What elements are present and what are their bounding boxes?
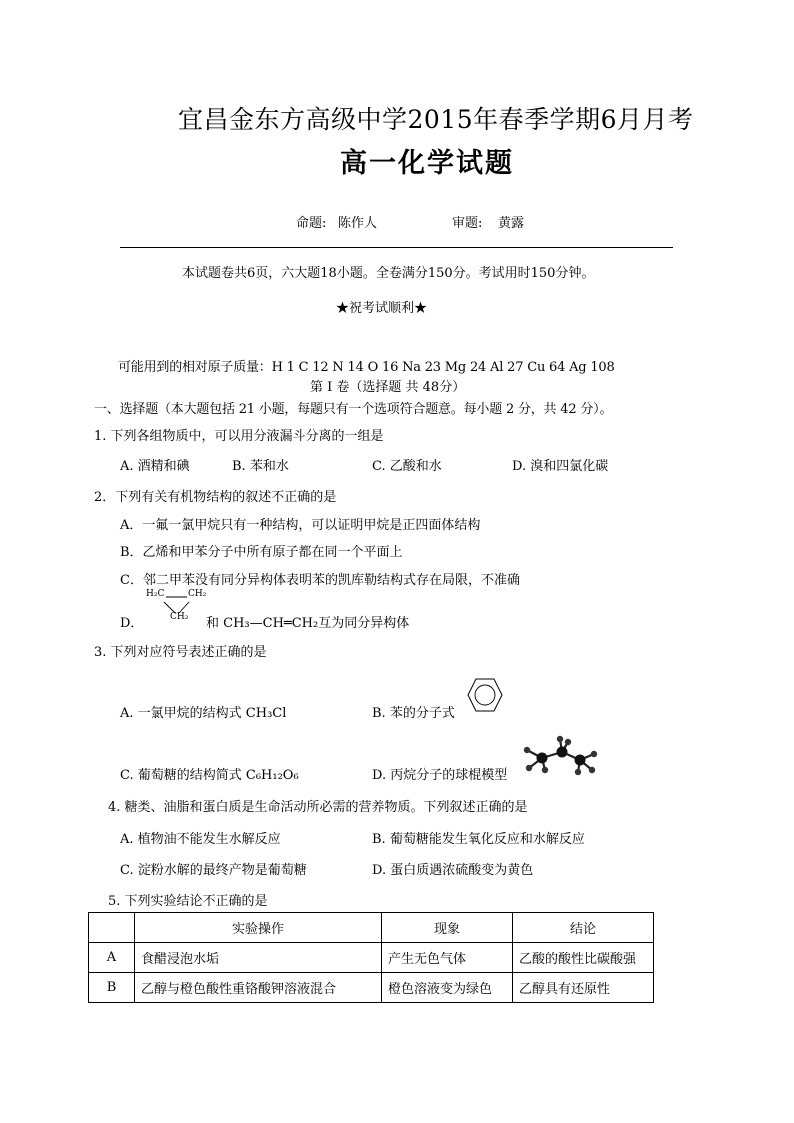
- author-label: 命题:: [296, 216, 327, 231]
- question-5-stem: 5. 下列实验结论不正确的是: [108, 894, 268, 909]
- table-header-cell: 现象: [382, 913, 513, 943]
- part-title: 第 I 卷（选择题 共 48分）: [310, 380, 466, 395]
- reviewer-name: 黄露: [498, 216, 525, 231]
- question-1-option-c: C. 乙酸和水: [372, 459, 442, 474]
- question-2-option-c: C．邻二甲苯没有同分异构体表明苯的凯库勒结构式存在局限，不准确: [120, 573, 520, 588]
- question-1-option-b: B. 苯和水: [232, 459, 289, 474]
- school-title: 宜昌金东方高级中学2015年春季学期6月月考: [178, 105, 694, 134]
- ring-label-ch2-right: CH₂: [188, 589, 207, 599]
- question-1-option-d: D. 溴和四氯化碳: [512, 459, 609, 474]
- table-row: [89, 943, 654, 973]
- question-3-option-a: A. 一氯甲烷的结构式 CH₃Cl: [120, 706, 287, 721]
- table-cell: 橙色溶液变为绿色: [382, 973, 513, 1003]
- question-2-option-b: B．乙烯和甲苯分子中所有原子都在同一个平面上: [120, 545, 403, 560]
- table-cell: 乙酸的酸性比碳酸强: [513, 943, 654, 973]
- atomic-masses: 可能用到的相对原子质量：H 1 C 12 N 14 O 16 Na 23 Mg 24 Al 27 Cu 64 Ag 108: [118, 360, 615, 375]
- propane-ball-stick-model-icon: [520, 734, 600, 776]
- header-divider: [120, 247, 673, 248]
- question-4-option-b: B. 葡萄糖能发生氧化反应和水解反应: [372, 832, 585, 847]
- question-3-option-b: B. 苯的分子式: [372, 706, 455, 721]
- table-header-row: [89, 913, 654, 943]
- question-3-option-d: D. 丙烷分子的球棍模型: [372, 768, 508, 783]
- question-4-option-d: D. 蛋白质遇浓硫酸变为黄色: [372, 863, 534, 878]
- question-2-stem: 2．下列有关有机物结构的叙述不正确的是: [94, 490, 337, 505]
- table-cell: 产生无色气体: [382, 943, 513, 973]
- table-header-cell: 结论: [513, 913, 654, 943]
- question-4-option-c: C. 淀粉水解的最终产物是葡萄糖: [120, 863, 307, 878]
- question-1-stem: 1. 下列各组物质中，可以用分液漏斗分离的一组是: [94, 429, 384, 444]
- question-3-stem: 3. 下列对应符号表述正确的是: [94, 645, 267, 660]
- table-cell: A: [89, 943, 135, 973]
- ring-label-h2c-left: H₂C: [146, 589, 165, 599]
- table-header-cell: [89, 913, 135, 943]
- experiment-table: [88, 912, 654, 1003]
- question-2-option-d-text: 和 CH₃—CH═CH₂互为同分异构体: [206, 616, 410, 631]
- question-4-stem: 4. 糖类、油脂和蛋白质是生命活动所必需的营养物质。下列叙述正确的是: [108, 800, 528, 815]
- section-title: 一、选择题（本大题包括 21 小题，每题只有一个选项符合题意。每小题 2 分，共 42 分）。: [94, 402, 613, 417]
- table-header-cell: 实验操作: [135, 913, 382, 943]
- question-3-option-c: C. 葡萄糖的结构简式 C₆H₁₂O₆: [120, 768, 299, 783]
- table-cell: B: [89, 973, 135, 1003]
- reviewer-label: 审题:: [452, 216, 483, 231]
- ring-label-ch2-bottom: CH₂: [170, 612, 189, 622]
- table-cell: 乙醇与橙色酸性重铬酸钾溶液混合: [135, 973, 382, 1003]
- exam-title: 高一化学试题: [340, 148, 514, 179]
- question-2-option-d-label: D．: [120, 616, 144, 631]
- table-cell: 乙醇具有还原性: [513, 973, 654, 1003]
- question-1-option-a: A. 酒精和碘: [120, 459, 190, 474]
- benzene-ring-icon: [466, 676, 504, 714]
- cyclopropane-structure: [146, 588, 210, 628]
- question-2-option-a: A．一氟一氯甲烷只有一种结构，可以证明甲烷是正四面体结构: [120, 518, 481, 533]
- author-name: 陈作人: [338, 216, 378, 231]
- table-cell: 食醋浸泡水垢: [135, 943, 382, 973]
- exam-instructions: 本试题卷共6页，六大题18小题。全卷满分150分。考试用时150分钟。: [182, 266, 595, 281]
- question-4-option-a: A. 植物油不能发生水解反应: [120, 832, 281, 847]
- good-luck-text: ★祝考试顺利★: [336, 301, 428, 316]
- table-row: [89, 973, 654, 1003]
